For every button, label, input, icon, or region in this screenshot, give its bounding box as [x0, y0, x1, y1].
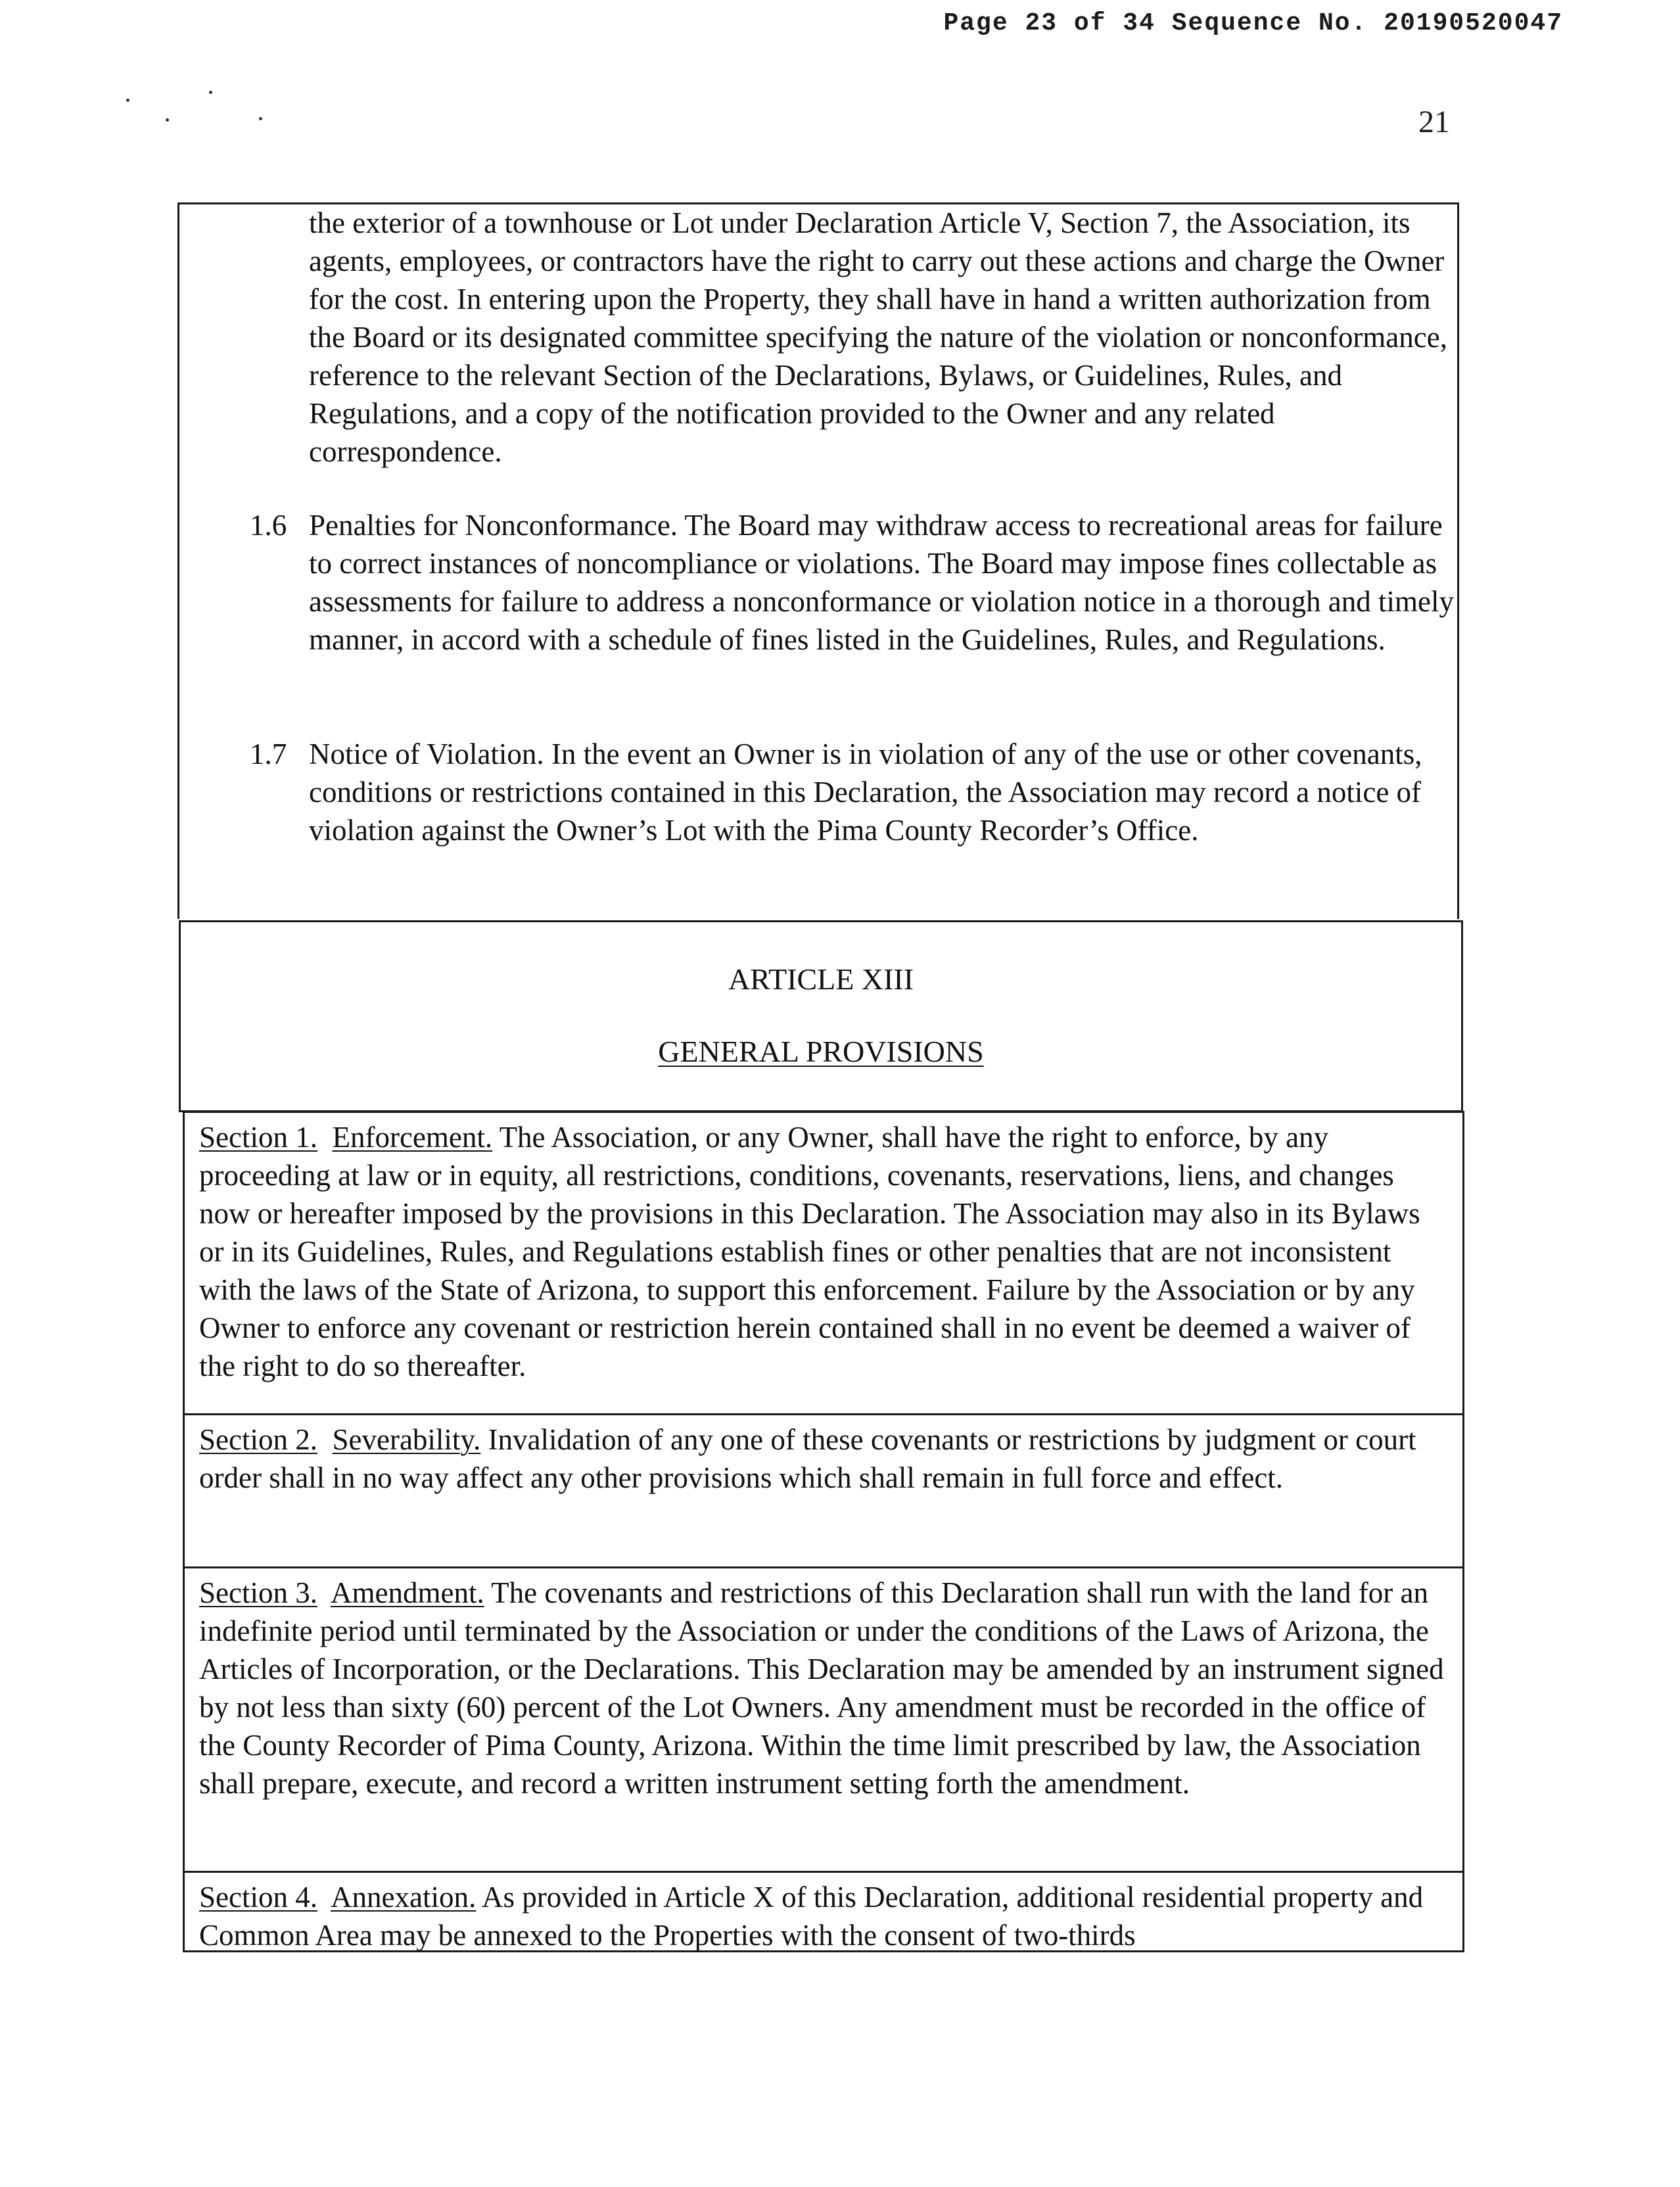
section-heading: Enforcement.: [332, 1121, 493, 1154]
section-label: Section 1.: [199, 1121, 317, 1154]
section-heading: Severability.: [332, 1423, 481, 1456]
article-title: ARTICLE XIII: [728, 962, 914, 996]
list-item: [250, 506, 1459, 659]
section-amendment: [183, 1566, 1464, 1873]
item-number: 1.7: [250, 738, 287, 770]
article-heading-box: [179, 920, 1463, 1112]
section-severability: [183, 1413, 1464, 1568]
section-heading: Annexation.: [331, 1881, 477, 1914]
scan-speck: [166, 118, 169, 122]
list-item: [250, 735, 1459, 849]
scan-speck: [209, 91, 212, 94]
article-subtitle: GENERAL PROVISIONS: [658, 1035, 984, 1068]
scan-speck: [126, 99, 129, 102]
item-text: Notice of Violation. In the event an Owner is in violation of any of the use or other covenants, conditions or restrictions contained in this Declaration, the Association may record a notice of violation against the Owner’s Lot with the Pima County Recorder’s Office.: [309, 738, 1422, 847]
section-text: The covenants and restrictions of this Declaration shall run with the land for an indefinite period until terminated by the Association or under the conditions of the Laws of Arizona, the Articles of Incorporation, or the Declarations. This Declaration may be amended by an instrument signed by not less than sixty (60) percent of the Lot Owners. Any amendment must be recorded in the office of the County Recorder of Pima County, Arizona. Within the time limit prescribed by law, the Association shall prepare, execute, and record a written instrument setting forth the amendment.: [199, 1576, 1444, 1800]
section-label: Section 2.: [199, 1423, 317, 1456]
continuation-paragraph: the exterior of a townhouse or Lot under Declaration Article V, Section 7, the Association, its agents, employees, or contractors have the right to carry out these actions and charge the Owner for the cost. In entering upon the Property, they shall have in hand a written authorization from the Board or its designated committee specifying the nature of the violation or nonconformance, reference to the relevant Section of the Declarations, Bylaws, or Guidelines, Rules, and Regulations, and a copy of the notification provided to the Owner and any related correspondence.: [309, 206, 1447, 468]
section-label: Section 3.: [199, 1576, 317, 1609]
section-heading: Amendment.: [331, 1576, 484, 1609]
item-number: 1.6: [250, 509, 287, 542]
page-number: 21: [1418, 105, 1450, 139]
section-enforcement: [183, 1111, 1464, 1415]
item-text: Penalties for Nonconformance. The Board may withdraw access to recreational areas for failure to correct instances of noncompliance or violations. The Board may impose fines collectable as assessments for failure to address a nonconformance or violation notice in a thorough and timely manner, in accord with a schedule of fines listed in the Guidelines, Rules, and Regulations.: [309, 509, 1455, 656]
section-annexation: [183, 1871, 1464, 1952]
section-text: As provided in Article X of this Declaration, additional residential property and Common Area may be annexed to the Properties with the consent of two-thirds: [199, 1881, 1424, 1952]
sequence-stamp: Page 23 of 34 Sequence No. 20190520047: [943, 9, 1563, 37]
section-label: Section 4.: [199, 1881, 317, 1914]
scan-speck: [259, 117, 262, 120]
section-text: The Association, or any Owner, shall have the right to enforce, by any proceeding at law or in equity, all restrictions, conditions, covenants, reservations, liens, and changes now or hereafter imposed by the provisions in this Declaration. The Association may also in its Bylaws or in its Guidelines, Rules, and Regulations establish fines or other penalties that are not inconsistent with the laws of the State of Arizona, to support this enforcement. Failure by the Association or by any Owner to enforce any covenant or restriction herein contained shall in no event be deemed a waiver of the right to do so thereafter.: [199, 1121, 1420, 1382]
section-text: Invalidation of any one of these covenants or restrictions by judgment or court order shall in no way affect any other provisions which shall remain in full force and effect.: [199, 1423, 1416, 1494]
